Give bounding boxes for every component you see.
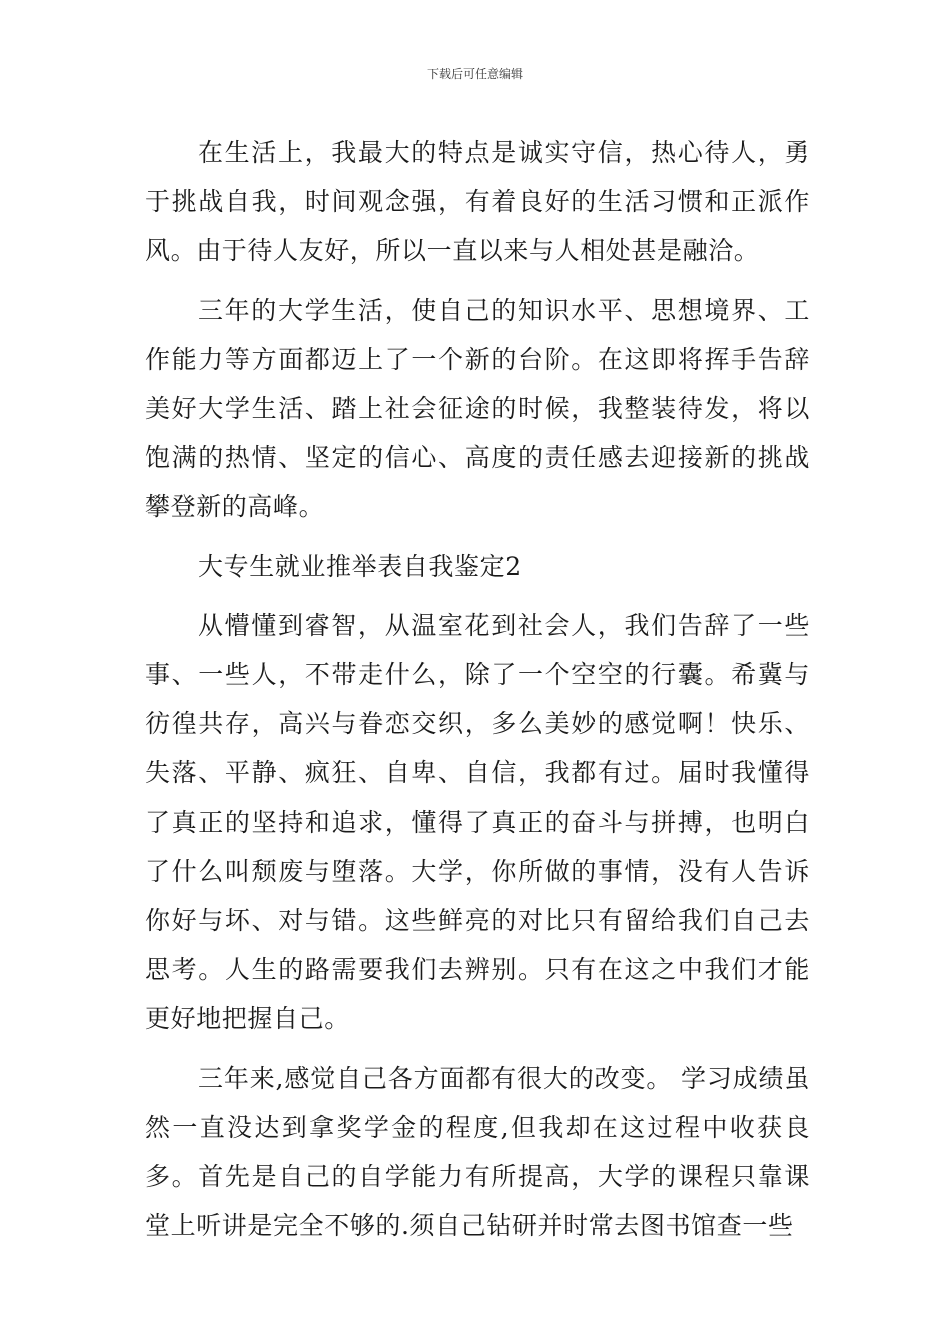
paragraph-life: 在生活上，我最大的特点是诚实守信，热心待人，勇于挑战自我，时间观念强，有着良好的生活习惯和正派作风。由于待人友好，所以一直以来与人相处甚是融洽。 [145, 138, 810, 266]
paragraph-study: 三年来,感觉自己各方面都有很大的改变。 学习成绩虽然一直没达到拿奖学金的程度,但我却在这过程中收获良多。首先是自己的自学能力有所提高，大学的课程只靠课堂上听讲是完全不够的.须自己钻研并时常去图书馆查一些 [145, 1063, 810, 1241]
page-header-note: 下载后可任意编辑 [426, 67, 523, 81]
section-heading: 大专生就业推举表自我鉴定2 [198, 551, 522, 581]
document-body [145, 128, 810, 1250]
paragraph-college-summary: 三年的大学生活，使自己的知识水平、思想境界、工作能力等方面都迈上了一个新的台阶。在这即将挥手告辞美好大学生活、踏上社会征途的时候，我整装待发，将以饱满的热情、坚定的信心、高度的责任感去迎接新的挑战攀登新的高峰。 [145, 295, 810, 522]
paragraph-growth: 从懵懂到睿智，从温室花到社会人，我们告辞了一些事、一些人，不带走什么，除了一个空空的行囊。希冀与彷徨共存，高兴与眷恋交织，多么美妙的感觉啊！快乐、失落、平静、疯狂、自卑、自信，我都有过。届时我懂得了真正的坚持和追求，懂得了真正的奋斗与拼搏，也明白了什么叫颓废与堕落。大学，你所做的事情，没有人告诉你好与坏、对与错。这些鲜亮的对比只有留给我们自己去思考。人生的路需要我们去辨别。只有在这之中我们才能更好地把握自己。 [145, 610, 810, 1034]
